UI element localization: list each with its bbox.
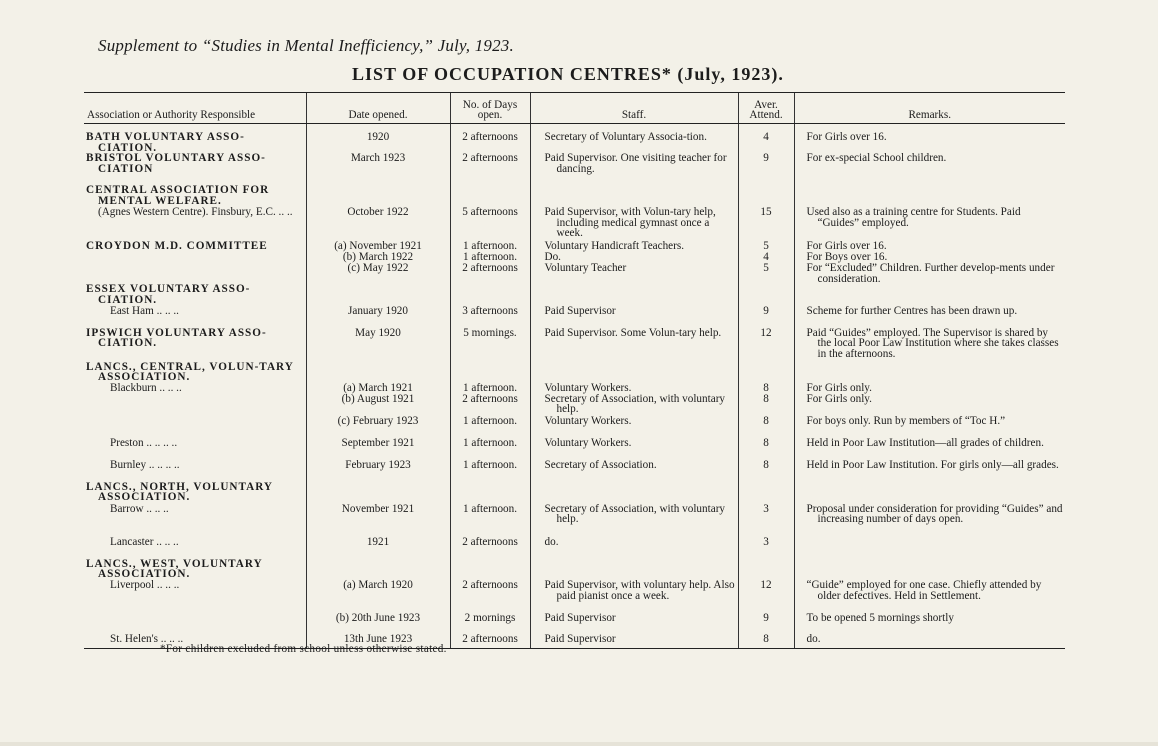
average-attendance-text: 8 bbox=[763, 414, 769, 427]
cell-association bbox=[84, 613, 306, 633]
remarks-text: For ex-special School children. bbox=[806, 152, 947, 165]
cell-date-opened bbox=[306, 185, 450, 207]
date-opened-text: January 1920 bbox=[348, 304, 408, 317]
association-text: LANCS., CENTRAL, VOLUN-TARY ASSOCIATION. bbox=[86, 360, 294, 384]
col-header-date: Date opened. bbox=[306, 93, 450, 124]
table-row bbox=[84, 438, 1065, 460]
cell-staff bbox=[530, 284, 738, 305]
association-text: Burnley .. .. .. .. bbox=[110, 458, 180, 471]
days-open-text: 5 afternoons bbox=[462, 206, 518, 219]
cell-days-open bbox=[450, 504, 530, 537]
average-attendance-text: 4 bbox=[763, 251, 769, 264]
association-text: Liverpool .. .. .. bbox=[110, 578, 180, 591]
date-opened-text: May 1920 bbox=[355, 326, 401, 339]
days-open-text: 3 afternoons bbox=[462, 304, 518, 317]
table-row bbox=[84, 328, 1065, 362]
average-attendance-text: 8 bbox=[763, 392, 769, 405]
table-row bbox=[84, 185, 1065, 207]
date-opened-text: 1921 bbox=[366, 535, 390, 548]
date-opened-text: (a) November 1921 bbox=[334, 240, 422, 253]
days-open-text: 1 afternoon. bbox=[462, 251, 518, 264]
cell-date-opened bbox=[306, 306, 450, 328]
cell-date-opened bbox=[306, 207, 450, 241]
days-open-text: 2 afternoons bbox=[462, 392, 518, 405]
association-text: St. Helen's .. .. .. bbox=[110, 632, 184, 645]
date-opened-text: September 1921 bbox=[341, 436, 415, 449]
cell-date-opened bbox=[306, 328, 450, 362]
days-open-text: 2 afternoons bbox=[462, 262, 518, 275]
table-body bbox=[84, 124, 1065, 649]
cell-staff bbox=[530, 438, 738, 460]
cell-staff bbox=[530, 460, 738, 482]
association-text: IPSWICH VOLUNTARY ASSO-CIATION. bbox=[86, 326, 267, 350]
date-opened-text: (c) February 1923 bbox=[337, 414, 419, 427]
association-text: Blackburn .. .. .. bbox=[110, 381, 182, 394]
cell-days-open bbox=[450, 124, 530, 154]
days-open-text: 1 afternoon. bbox=[462, 502, 518, 515]
cell-remarks bbox=[794, 306, 1065, 328]
average-attendance-text: 8 bbox=[763, 381, 769, 394]
remarks-text: For Boys over 16. bbox=[806, 251, 888, 264]
cell-staff bbox=[530, 633, 738, 649]
cell-average-attendance bbox=[738, 263, 794, 284]
cell-average-attendance bbox=[738, 438, 794, 460]
date-opened-text: November 1921 bbox=[341, 502, 415, 515]
staff-text: Voluntary Workers. bbox=[544, 381, 632, 394]
remarks-text: Held in Poor Law Institution—all grades of children. bbox=[806, 436, 1044, 449]
days-open-text: 2 afternoons bbox=[462, 632, 518, 645]
cell-remarks bbox=[794, 124, 1065, 154]
staff-text: Paid Supervisor, with voluntary help. Also paid pianist once a week. bbox=[544, 578, 735, 602]
cell-date-opened bbox=[306, 580, 450, 613]
remarks-text: For boys only. Run by members of “Toc H.” bbox=[806, 414, 1006, 427]
cell-remarks bbox=[794, 328, 1065, 362]
staff-text: Secretary of Association, with voluntary help. bbox=[544, 392, 726, 416]
staff-text: Paid Supervisor. One visiting teacher for dancing. bbox=[544, 152, 727, 175]
cell-remarks bbox=[794, 263, 1065, 284]
days-open-text: 5 mornings. bbox=[463, 326, 517, 339]
remarks-text: Paid “Guides” employed. The Supervisor is shared by the local Poor Law Institution where she takes classes in the afternoons. bbox=[806, 326, 1059, 360]
col-header-remarks: Remarks. bbox=[794, 93, 1065, 124]
cell-days-open bbox=[450, 284, 530, 305]
staff-text: Paid Supervisor, with Volun-tary help, including medical gymnast once a week. bbox=[544, 206, 716, 240]
cell-days-open bbox=[450, 416, 530, 438]
cell-average-attendance bbox=[738, 537, 794, 559]
cell-association bbox=[84, 241, 306, 252]
date-opened-text: October 1922 bbox=[347, 206, 409, 219]
association-text: BATH VOLUNTARY ASSO-CIATION. bbox=[86, 131, 245, 154]
staff-text: Paid Supervisor. Some Volun-tary help. bbox=[544, 326, 722, 339]
staff-text: Do. bbox=[544, 251, 561, 264]
cell-staff bbox=[530, 362, 738, 383]
table-row bbox=[84, 580, 1065, 613]
cell-average-attendance bbox=[738, 124, 794, 154]
cell-remarks bbox=[794, 559, 1065, 580]
table-row bbox=[84, 207, 1065, 241]
staff-text: Paid Supervisor bbox=[544, 611, 616, 624]
days-open-text: 2 afternoons bbox=[462, 131, 518, 143]
cell-remarks bbox=[794, 482, 1065, 504]
average-attendance-text: 9 bbox=[763, 611, 769, 624]
cell-average-attendance bbox=[738, 284, 794, 305]
col-header-attendance: Aver. Attend. bbox=[738, 93, 794, 124]
cell-average-attendance bbox=[738, 613, 794, 633]
cell-association bbox=[84, 207, 306, 241]
cell-date-opened bbox=[306, 460, 450, 482]
cell-average-attendance bbox=[738, 394, 794, 416]
table-row bbox=[84, 460, 1065, 482]
cell-average-attendance bbox=[738, 306, 794, 328]
cell-remarks bbox=[794, 504, 1065, 537]
cell-average-attendance bbox=[738, 185, 794, 207]
cell-staff bbox=[530, 482, 738, 504]
remarks-text: For Girls over 16. bbox=[806, 240, 887, 253]
cell-association bbox=[84, 124, 306, 154]
remarks-text: Used also as a training centre for Students. Paid “Guides” employed. bbox=[806, 206, 1021, 229]
cell-average-attendance bbox=[738, 362, 794, 383]
staff-text: Voluntary Handicraft Teachers. bbox=[544, 240, 685, 253]
association-text: Preston .. .. .. .. bbox=[110, 436, 178, 449]
cell-staff bbox=[530, 263, 738, 284]
days-open-text: 1 afternoon. bbox=[462, 414, 518, 427]
date-opened-text: (b) March 1922 bbox=[342, 251, 414, 264]
cell-association bbox=[84, 460, 306, 482]
average-attendance-text: 8 bbox=[763, 436, 769, 449]
cell-remarks bbox=[794, 394, 1065, 416]
association-text: LANCS., NORTH, VOLUNTARY ASSOCIATION. bbox=[86, 480, 273, 504]
cell-date-opened bbox=[306, 394, 450, 416]
cell-association bbox=[84, 482, 306, 504]
cell-days-open bbox=[450, 394, 530, 416]
cell-staff bbox=[530, 185, 738, 207]
cell-days-open bbox=[450, 185, 530, 207]
cell-date-opened bbox=[306, 438, 450, 460]
footnote: *For children excluded from school unless otherwise stated. bbox=[160, 643, 447, 655]
cell-association bbox=[84, 185, 306, 207]
cell-remarks bbox=[794, 460, 1065, 482]
cell-association bbox=[84, 362, 306, 383]
table-row bbox=[84, 559, 1065, 580]
days-open-text: 2 afternoons bbox=[462, 535, 518, 548]
cell-average-attendance bbox=[738, 580, 794, 613]
cell-association bbox=[84, 252, 306, 263]
cell-remarks bbox=[794, 416, 1065, 438]
cell-staff bbox=[530, 537, 738, 559]
staff-text: Paid Supervisor bbox=[544, 632, 616, 645]
average-attendance-text: 12 bbox=[760, 326, 772, 339]
cell-remarks bbox=[794, 185, 1065, 207]
supplement-line: Supplement to “Studies in Mental Inefficiency,” July, 1923. bbox=[98, 36, 514, 55]
date-opened-text: 13th June 1923 bbox=[343, 632, 413, 645]
cell-association bbox=[84, 383, 306, 394]
cell-staff bbox=[530, 559, 738, 580]
cell-association bbox=[84, 153, 306, 185]
remarks-text: To be opened 5 mornings shortly bbox=[806, 611, 954, 624]
cell-staff bbox=[530, 124, 738, 154]
cell-remarks bbox=[794, 362, 1065, 383]
table-row bbox=[84, 362, 1065, 383]
cell-remarks bbox=[794, 438, 1065, 460]
date-opened-text: 1920 bbox=[366, 131, 390, 143]
staff-text: Secretary of Voluntary Associa-tion. bbox=[544, 131, 707, 143]
association-text: (Agnes Western Centre). Finsbury, E.C. .. .. bbox=[98, 206, 293, 219]
staff-text: Secretary of Association. bbox=[544, 458, 657, 471]
table-row bbox=[84, 416, 1065, 438]
average-attendance-text: 15 bbox=[760, 206, 772, 219]
table-row bbox=[84, 263, 1065, 284]
cell-staff bbox=[530, 613, 738, 633]
remarks-text: Proposal under consideration for providing “Guides” and increasing number of days open. bbox=[806, 502, 1063, 526]
remarks-text: For Girls only. bbox=[806, 381, 872, 394]
association-text: Lancaster .. .. .. bbox=[110, 535, 179, 548]
date-opened-text: (a) March 1920 bbox=[343, 578, 413, 591]
remarks-text: For Girls only. bbox=[806, 392, 872, 405]
cell-days-open bbox=[450, 633, 530, 649]
staff-text: Secretary of Association, with voluntary help. bbox=[544, 502, 726, 526]
cell-staff bbox=[530, 394, 738, 416]
date-opened-text: March 1923 bbox=[350, 152, 406, 165]
association-text: CROYDON M.D. COMMITTEE bbox=[86, 240, 268, 253]
table-row bbox=[84, 124, 1065, 154]
remarks-text: Scheme for further Centres has been drawn up. bbox=[806, 304, 1018, 317]
cell-average-attendance bbox=[738, 460, 794, 482]
cell-days-open bbox=[450, 460, 530, 482]
cell-days-open bbox=[450, 263, 530, 284]
table-row bbox=[84, 537, 1065, 559]
cell-staff bbox=[530, 207, 738, 241]
col-header-days: No. of Days open. bbox=[450, 93, 530, 124]
cell-staff bbox=[530, 580, 738, 613]
cell-average-attendance bbox=[738, 153, 794, 185]
cell-date-opened bbox=[306, 284, 450, 305]
date-opened-text: (b) August 1921 bbox=[341, 392, 415, 405]
average-attendance-text: 4 bbox=[763, 131, 769, 143]
cell-days-open bbox=[450, 613, 530, 633]
association-text: East Ham .. .. .. bbox=[110, 304, 179, 317]
cell-average-attendance bbox=[738, 559, 794, 580]
cell-association bbox=[84, 416, 306, 438]
cell-date-opened bbox=[306, 416, 450, 438]
cell-association bbox=[84, 504, 306, 537]
cell-association bbox=[84, 438, 306, 460]
staff-text: do. bbox=[544, 535, 559, 548]
cell-date-opened bbox=[306, 537, 450, 559]
cell-days-open bbox=[450, 438, 530, 460]
association-text: BRISTOL VOLUNTARY ASSO-CIATION bbox=[86, 152, 266, 175]
cell-days-open bbox=[450, 362, 530, 383]
cell-remarks bbox=[794, 613, 1065, 633]
table-row bbox=[84, 504, 1065, 537]
table-row bbox=[84, 306, 1065, 328]
cell-association bbox=[84, 537, 306, 559]
cell-association bbox=[84, 284, 306, 305]
average-attendance-text: 8 bbox=[763, 458, 769, 471]
col-header-staff: Staff. bbox=[530, 93, 738, 124]
cell-staff bbox=[530, 328, 738, 362]
cell-average-attendance bbox=[738, 482, 794, 504]
association-text: CENTRAL ASSOCIATION FOR MENTAL WELFARE. bbox=[86, 184, 270, 207]
cell-date-opened bbox=[306, 153, 450, 185]
average-attendance-text: 5 bbox=[763, 262, 769, 275]
cell-remarks bbox=[794, 207, 1065, 241]
table-row bbox=[84, 394, 1065, 416]
cell-date-opened bbox=[306, 613, 450, 633]
average-attendance-text: 9 bbox=[763, 304, 769, 317]
average-attendance-text: 8 bbox=[763, 632, 769, 645]
association-text: ESSEX VOLUNTARY ASSO-CIATION. bbox=[86, 283, 251, 306]
cell-association bbox=[84, 263, 306, 284]
cell-days-open bbox=[450, 580, 530, 613]
days-open-text: 1 afternoon. bbox=[462, 458, 518, 471]
days-open-text: 1 afternoon. bbox=[462, 381, 518, 394]
paper-edge bbox=[0, 742, 1158, 746]
cell-days-open bbox=[450, 153, 530, 185]
cell-remarks bbox=[794, 633, 1065, 649]
staff-text: Paid Supervisor bbox=[544, 304, 616, 317]
date-opened-text: (c) May 1922 bbox=[347, 262, 409, 275]
remarks-text: Held in Poor Law Institution. For girls only—all grades. bbox=[806, 458, 1059, 471]
staff-text: Voluntary Teacher bbox=[544, 262, 627, 275]
cell-average-attendance bbox=[738, 633, 794, 649]
days-open-text: 1 afternoon. bbox=[462, 436, 518, 449]
date-opened-text: (b) 20th June 1923 bbox=[335, 611, 421, 624]
cell-days-open bbox=[450, 559, 530, 580]
table-row bbox=[84, 241, 1065, 252]
cell-staff bbox=[530, 504, 738, 537]
average-attendance-text: 3 bbox=[763, 502, 769, 515]
cell-staff bbox=[530, 241, 738, 252]
cell-date-opened bbox=[306, 263, 450, 284]
cell-days-open bbox=[450, 482, 530, 504]
table-row bbox=[84, 284, 1065, 305]
cell-average-attendance bbox=[738, 504, 794, 537]
cell-date-opened bbox=[306, 504, 450, 537]
cell-association bbox=[84, 559, 306, 580]
date-opened-text: February 1923 bbox=[345, 458, 411, 471]
cell-days-open bbox=[450, 306, 530, 328]
average-attendance-text: 12 bbox=[760, 578, 772, 591]
table-row bbox=[84, 613, 1065, 633]
cell-staff bbox=[530, 416, 738, 438]
cell-remarks bbox=[794, 580, 1065, 613]
table-header-row bbox=[84, 93, 1065, 124]
cell-remarks bbox=[794, 537, 1065, 559]
remarks-text: For “Excluded” Children. Further develop-ments under consideration. bbox=[806, 262, 1055, 285]
cell-date-opened bbox=[306, 124, 450, 154]
page-title: LIST OF OCCUPATION CENTRES* (July, 1923). bbox=[352, 64, 784, 84]
cell-days-open bbox=[450, 328, 530, 362]
days-open-text: 2 afternoons bbox=[462, 152, 518, 165]
cell-remarks bbox=[794, 153, 1065, 185]
cell-average-attendance bbox=[738, 416, 794, 438]
staff-text: Voluntary Workers. bbox=[544, 436, 632, 449]
cell-remarks bbox=[794, 284, 1065, 305]
remarks-text: For Girls over 16. bbox=[806, 131, 887, 143]
cell-staff bbox=[530, 153, 738, 185]
date-opened-text: (a) March 1921 bbox=[343, 381, 413, 394]
cell-date-opened bbox=[306, 362, 450, 383]
occupation-centres-table bbox=[84, 92, 1065, 649]
cell-days-open bbox=[450, 207, 530, 241]
days-open-text: 2 mornings bbox=[464, 611, 516, 624]
remarks-text: “Guide” employed for one case. Chiefly attended by older defectives. Held in Settlement. bbox=[806, 578, 1042, 602]
cell-association bbox=[84, 306, 306, 328]
table-row bbox=[84, 482, 1065, 504]
cell-days-open bbox=[450, 537, 530, 559]
association-text: Barrow .. .. .. bbox=[110, 502, 169, 515]
table-row bbox=[84, 153, 1065, 185]
staff-text: Voluntary Workers. bbox=[544, 414, 632, 427]
cell-date-opened bbox=[306, 482, 450, 504]
days-open-text: 2 afternoons bbox=[462, 578, 518, 591]
association-text: LANCS., WEST, VOLUNTARY ASSOCIATION. bbox=[86, 557, 263, 581]
cell-association bbox=[84, 394, 306, 416]
cell-average-attendance bbox=[738, 328, 794, 362]
cell-average-attendance bbox=[738, 207, 794, 241]
average-attendance-text: 3 bbox=[763, 535, 769, 548]
cell-date-opened bbox=[306, 559, 450, 580]
days-open-text: 1 afternoon. bbox=[462, 240, 518, 253]
cell-association bbox=[84, 328, 306, 362]
cell-association bbox=[84, 580, 306, 613]
average-attendance-text: 9 bbox=[763, 152, 769, 165]
col-header-association: Association or Authority Responsible bbox=[84, 93, 306, 124]
cell-staff bbox=[530, 306, 738, 328]
remarks-text: do. bbox=[806, 632, 821, 645]
average-attendance-text: 5 bbox=[763, 240, 769, 253]
